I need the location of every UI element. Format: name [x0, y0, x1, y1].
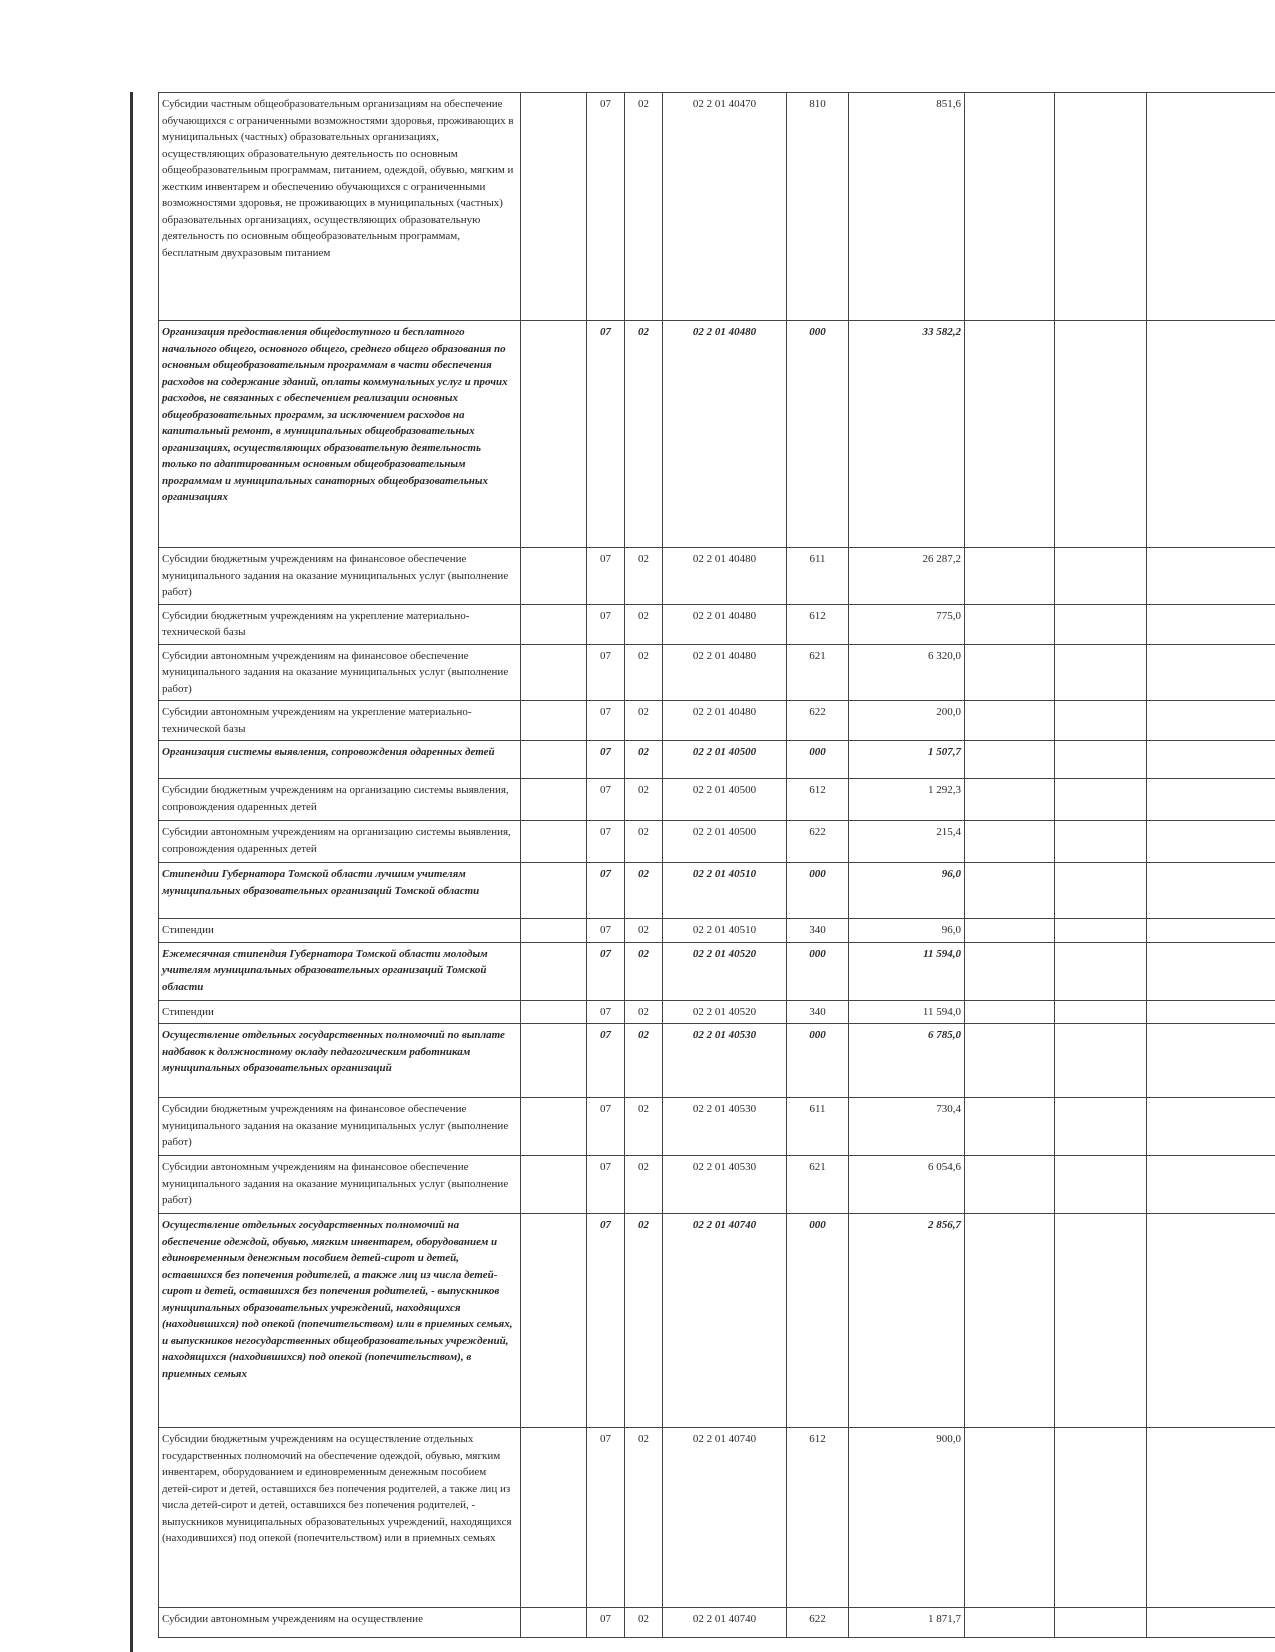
row-empty-cell [1055, 701, 1147, 741]
row-expense-type: 810 [787, 93, 849, 321]
row-subsection: 02 [625, 321, 663, 548]
row-name: Субсидии автономным учреждениям на финансовое обеспечение муниципального задания на оказание муниципальных услуг (выполнение работ) [159, 644, 521, 701]
table-row [159, 1024, 1275, 1098]
row-empty-cell [1055, 779, 1147, 821]
table-row [159, 1000, 1275, 1024]
row-section: 07 [587, 741, 625, 779]
row-section: 07 [587, 942, 625, 1000]
row-target-code: 02 2 01 40740 [663, 1214, 787, 1428]
table-row [159, 919, 1275, 943]
row-empty-cell [1147, 548, 1275, 605]
row-section: 07 [587, 1000, 625, 1024]
row-empty-cell [965, 1156, 1055, 1214]
row-expense-type: 622 [787, 821, 849, 863]
row-empty-cell [521, 701, 587, 741]
row-empty-cell [1147, 1024, 1275, 1098]
row-amount: 6 320,0 [849, 644, 965, 701]
row-subsection: 02 [625, 548, 663, 605]
row-amount: 215,4 [849, 821, 965, 863]
row-empty-cell [965, 93, 1055, 321]
row-section: 07 [587, 548, 625, 605]
row-amount: 26 287,2 [849, 548, 965, 605]
row-name: Осуществление отдельных государственных полномочий на обеспечение одеждой, обувью, мягким инвентарем, оборудованием и единовременным денежным пособием детей-сирот и детей, оставшихся без попечения родителей, а также лиц из числа детей-сирот и детей, оставшихся без попечения родителей, - выпускников муниципальных образовательных учреждений, находящихся (находившихся) под опекой (попечительством) или в приемных семьях, и выпускников негосударственных общеобразовательных учреждений, находящихся (находившихся) под опекой (попечительством), в приемных семьях [159, 1214, 521, 1428]
row-amount: 6 785,0 [849, 1024, 965, 1098]
row-empty-cell [521, 863, 587, 919]
row-section: 07 [587, 1608, 625, 1638]
row-amount: 6 054,6 [849, 1156, 965, 1214]
row-expense-type: 612 [787, 779, 849, 821]
row-empty-cell [521, 942, 587, 1000]
row-name: Субсидии бюджетным учреждениям на финансовое обеспечение муниципального задания на оказание муниципальных услуг (выполнение работ) [159, 548, 521, 605]
row-name: Организация системы выявления, сопровождения одаренных детей [159, 741, 521, 779]
table-row [159, 548, 1275, 605]
row-expense-type: 000 [787, 741, 849, 779]
budget-table [158, 92, 1275, 1638]
row-empty-cell [965, 1608, 1055, 1638]
row-amount: 1 871,7 [849, 1608, 965, 1638]
row-expense-type: 612 [787, 604, 849, 644]
row-name: Организация предоставления общедоступного и бесплатного начального общего, основного общего, среднего общего образования по основным общеобразовательным программам в части обеспечения расходов на содержание зданий, оплаты коммунальных услуг и прочих расходов, не связанных с обеспечением реализации основных общеобразовательных программ, за исключением расходов на капитальный ремонт, в муниципальных общеобразовательных организациях, осуществляющих образовательную деятельность только по адаптированным основным общеобразовательным программам и муниципальных санаторных общеобразовательных организациях [159, 321, 521, 548]
row-target-code: 02 2 01 40480 [663, 321, 787, 548]
row-empty-cell [965, 741, 1055, 779]
row-expense-type: 000 [787, 942, 849, 1000]
row-empty-cell [1147, 942, 1275, 1000]
row-empty-cell [521, 644, 587, 701]
row-empty-cell [965, 863, 1055, 919]
row-subsection: 02 [625, 604, 663, 644]
row-target-code: 02 2 01 40520 [663, 942, 787, 1000]
row-expense-type: 611 [787, 1098, 849, 1156]
table-row [159, 821, 1275, 863]
row-amount: 851,6 [849, 93, 965, 321]
row-name: Стипендии [159, 919, 521, 943]
row-section: 07 [587, 1214, 625, 1428]
row-section: 07 [587, 321, 625, 548]
row-target-code: 02 2 01 40530 [663, 1156, 787, 1214]
row-amount: 96,0 [849, 863, 965, 919]
row-empty-cell [965, 779, 1055, 821]
row-target-code: 02 2 01 40470 [663, 93, 787, 321]
row-amount: 1 507,7 [849, 741, 965, 779]
table-row [159, 321, 1275, 548]
row-empty-cell [965, 1098, 1055, 1156]
row-empty-cell [1147, 863, 1275, 919]
table-row [159, 1098, 1275, 1156]
row-empty-cell [521, 1214, 587, 1428]
row-amount: 11 594,0 [849, 1000, 965, 1024]
row-empty-cell [1055, 93, 1147, 321]
row-subsection: 02 [625, 1608, 663, 1638]
table-row [159, 779, 1275, 821]
row-empty-cell [1147, 741, 1275, 779]
row-expense-type: 000 [787, 863, 849, 919]
row-empty-cell [1147, 1098, 1275, 1156]
row-amount: 900,0 [849, 1428, 965, 1608]
row-expense-type: 611 [787, 548, 849, 605]
row-empty-cell [521, 1000, 587, 1024]
row-empty-cell [1055, 548, 1147, 605]
row-target-code: 02 2 01 40500 [663, 779, 787, 821]
row-amount: 33 582,2 [849, 321, 965, 548]
row-name: Субсидии автономным учреждениям на организацию системы выявления, сопровождения одаренных детей [159, 821, 521, 863]
row-name: Осуществление отдельных государственных полномочий по выплате надбавок к должностному окладу педагогическим работникам муниципальных образовательных организаций [159, 1024, 521, 1098]
row-empty-cell [1055, 1428, 1147, 1608]
row-section: 07 [587, 919, 625, 943]
row-subsection: 02 [625, 863, 663, 919]
row-target-code: 02 2 01 40530 [663, 1098, 787, 1156]
row-empty-cell [521, 1098, 587, 1156]
row-empty-cell [1055, 1214, 1147, 1428]
row-target-code: 02 2 01 40530 [663, 1024, 787, 1098]
row-amount: 775,0 [849, 604, 965, 644]
row-amount: 2 856,7 [849, 1214, 965, 1428]
row-section: 07 [587, 1428, 625, 1608]
row-subsection: 02 [625, 93, 663, 321]
row-target-code: 02 2 01 40510 [663, 863, 787, 919]
row-section: 07 [587, 604, 625, 644]
row-expense-type: 612 [787, 1428, 849, 1608]
row-empty-cell [1147, 604, 1275, 644]
row-empty-cell [521, 604, 587, 644]
table-row [159, 1156, 1275, 1214]
row-empty-cell [1147, 1156, 1275, 1214]
row-empty-cell [965, 644, 1055, 701]
table-row [159, 644, 1275, 701]
row-target-code: 02 2 01 40740 [663, 1428, 787, 1608]
row-empty-cell [1147, 1608, 1275, 1638]
row-empty-cell [521, 1428, 587, 1608]
row-empty-cell [1147, 1000, 1275, 1024]
row-empty-cell [965, 1000, 1055, 1024]
row-section: 07 [587, 821, 625, 863]
row-subsection: 02 [625, 1000, 663, 1024]
row-empty-cell [1147, 1214, 1275, 1428]
row-expense-type: 000 [787, 1024, 849, 1098]
row-target-code: 02 2 01 40480 [663, 548, 787, 605]
row-empty-cell [1147, 321, 1275, 548]
row-expense-type: 622 [787, 701, 849, 741]
row-name: Субсидии бюджетным учреждениям на организацию системы выявления, сопровождения одаренных детей [159, 779, 521, 821]
row-subsection: 02 [625, 942, 663, 1000]
row-target-code: 02 2 01 40500 [663, 821, 787, 863]
row-empty-cell [965, 1024, 1055, 1098]
row-empty-cell [521, 919, 587, 943]
row-section: 07 [587, 1156, 625, 1214]
table-row [159, 604, 1275, 644]
row-expense-type: 621 [787, 1156, 849, 1214]
row-target-code: 02 2 01 40480 [663, 604, 787, 644]
row-subsection: 02 [625, 741, 663, 779]
row-name: Субсидии автономным учреждениям на осуществление [159, 1608, 521, 1638]
row-empty-cell [1055, 1024, 1147, 1098]
table-row [159, 1608, 1275, 1638]
row-section: 07 [587, 644, 625, 701]
row-amount: 730,4 [849, 1098, 965, 1156]
row-empty-cell [1055, 644, 1147, 701]
row-empty-cell [521, 741, 587, 779]
row-empty-cell [521, 1156, 587, 1214]
table-row [159, 942, 1275, 1000]
row-empty-cell [1055, 1608, 1147, 1638]
row-empty-cell [965, 548, 1055, 605]
row-name: Стипендии Губернатора Томской области лучшим учителям муниципальных образовательных организаций Томской области [159, 863, 521, 919]
row-empty-cell [521, 93, 587, 321]
row-subsection: 02 [625, 1214, 663, 1428]
row-name: Субсидии бюджетным учреждениям на укрепление материально-технической базы [159, 604, 521, 644]
row-empty-cell [965, 821, 1055, 863]
row-amount: 1 292,3 [849, 779, 965, 821]
row-subsection: 02 [625, 1024, 663, 1098]
row-subsection: 02 [625, 779, 663, 821]
row-section: 07 [587, 779, 625, 821]
row-empty-cell [1147, 779, 1275, 821]
table-row [159, 701, 1275, 741]
row-name: Субсидии частным общеобразовательным организациям на обеспечение обучающихся с ограниченными возможностями здоровья, проживающих в муниципальных (частных) образовательных организациях, осуществляющих образовательную деятельность по основным общеобразовательным программам, питанием, одеждой, обувью, мягким и жестким инвентарем и обеспечению обучающихся с ограниченными возможностями здоровья, не проживающих в муниципальных (частных) образовательных организациях, осуществляющих образовательную деятельность по основным общеобразовательным программам, бесплатным двухразовым питанием [159, 93, 521, 321]
row-expense-type: 622 [787, 1608, 849, 1638]
table-row [159, 863, 1275, 919]
row-empty-cell [521, 1024, 587, 1098]
row-empty-cell [1055, 604, 1147, 644]
row-amount: 200,0 [849, 701, 965, 741]
row-empty-cell [521, 1608, 587, 1638]
row-empty-cell [1147, 821, 1275, 863]
row-empty-cell [521, 821, 587, 863]
row-empty-cell [965, 1214, 1055, 1428]
row-empty-cell [965, 321, 1055, 548]
row-empty-cell [521, 779, 587, 821]
table-row [159, 1428, 1275, 1608]
row-subsection: 02 [625, 1156, 663, 1214]
row-amount: 96,0 [849, 919, 965, 943]
row-empty-cell [965, 701, 1055, 741]
row-empty-cell [965, 942, 1055, 1000]
row-empty-cell [1055, 321, 1147, 548]
table-row [159, 741, 1275, 779]
row-empty-cell [1055, 1000, 1147, 1024]
row-empty-cell [965, 604, 1055, 644]
row-empty-cell [1055, 942, 1147, 1000]
row-subsection: 02 [625, 1428, 663, 1608]
row-empty-cell [1147, 919, 1275, 943]
row-expense-type: 000 [787, 321, 849, 548]
row-section: 07 [587, 701, 625, 741]
row-empty-cell [521, 548, 587, 605]
table-row [159, 93, 1275, 321]
row-target-code: 02 2 01 40740 [663, 1608, 787, 1638]
row-subsection: 02 [625, 1098, 663, 1156]
row-expense-type: 340 [787, 1000, 849, 1024]
row-empty-cell [1147, 701, 1275, 741]
row-name: Субсидии бюджетным учреждениям на финансовое обеспечение муниципального задания на оказание муниципальных услуг (выполнение работ) [159, 1098, 521, 1156]
table-row [159, 1214, 1275, 1428]
row-subsection: 02 [625, 919, 663, 943]
row-target-code: 02 2 01 40480 [663, 701, 787, 741]
row-name: Ежемесячная стипендия Губернатора Томской области молодым учителям муниципальных образовательных организаций Томской области [159, 942, 521, 1000]
row-name: Субсидии автономным учреждениям на укрепление материально-технической базы [159, 701, 521, 741]
row-empty-cell [965, 1428, 1055, 1608]
row-subsection: 02 [625, 701, 663, 741]
row-section: 07 [587, 93, 625, 321]
row-name: Субсидии автономным учреждениям на финансовое обеспечение муниципального задания на оказание муниципальных услуг (выполнение работ) [159, 1156, 521, 1214]
row-section: 07 [587, 1098, 625, 1156]
row-empty-cell [521, 321, 587, 548]
row-name: Субсидии бюджетным учреждениям на осуществление отдельных государственных полномочий на обеспечение одеждой, обувью, мягким инвентарем, оборудованием и единовременным денежным пособием детей-сирот и детей, оставшихся без попечения родителей, а также лиц из числа детей-сирот и детей, оставшихся без попечения родителей, - выпускников муниципальных образовательных учреждений, находящихся (находившихся) под опекой (попечительством) или в приемных семьях [159, 1428, 521, 1608]
row-empty-cell [1055, 821, 1147, 863]
row-empty-cell [1055, 863, 1147, 919]
row-subsection: 02 [625, 644, 663, 701]
row-section: 07 [587, 1024, 625, 1098]
row-target-code: 02 2 01 40480 [663, 644, 787, 701]
row-empty-cell [1147, 1428, 1275, 1608]
left-margin-bar [130, 92, 133, 1652]
row-empty-cell [1147, 93, 1275, 321]
row-empty-cell [1055, 919, 1147, 943]
row-expense-type: 000 [787, 1214, 849, 1428]
row-empty-cell [1055, 741, 1147, 779]
row-name: Стипендии [159, 1000, 521, 1024]
row-target-code: 02 2 01 40520 [663, 1000, 787, 1024]
row-target-code: 02 2 01 40510 [663, 919, 787, 943]
row-expense-type: 340 [787, 919, 849, 943]
row-amount: 11 594,0 [849, 942, 965, 1000]
row-empty-cell [1055, 1098, 1147, 1156]
row-empty-cell [1055, 1156, 1147, 1214]
row-expense-type: 621 [787, 644, 849, 701]
row-empty-cell [965, 919, 1055, 943]
row-subsection: 02 [625, 821, 663, 863]
row-empty-cell [1147, 644, 1275, 701]
row-target-code: 02 2 01 40500 [663, 741, 787, 779]
row-section: 07 [587, 863, 625, 919]
